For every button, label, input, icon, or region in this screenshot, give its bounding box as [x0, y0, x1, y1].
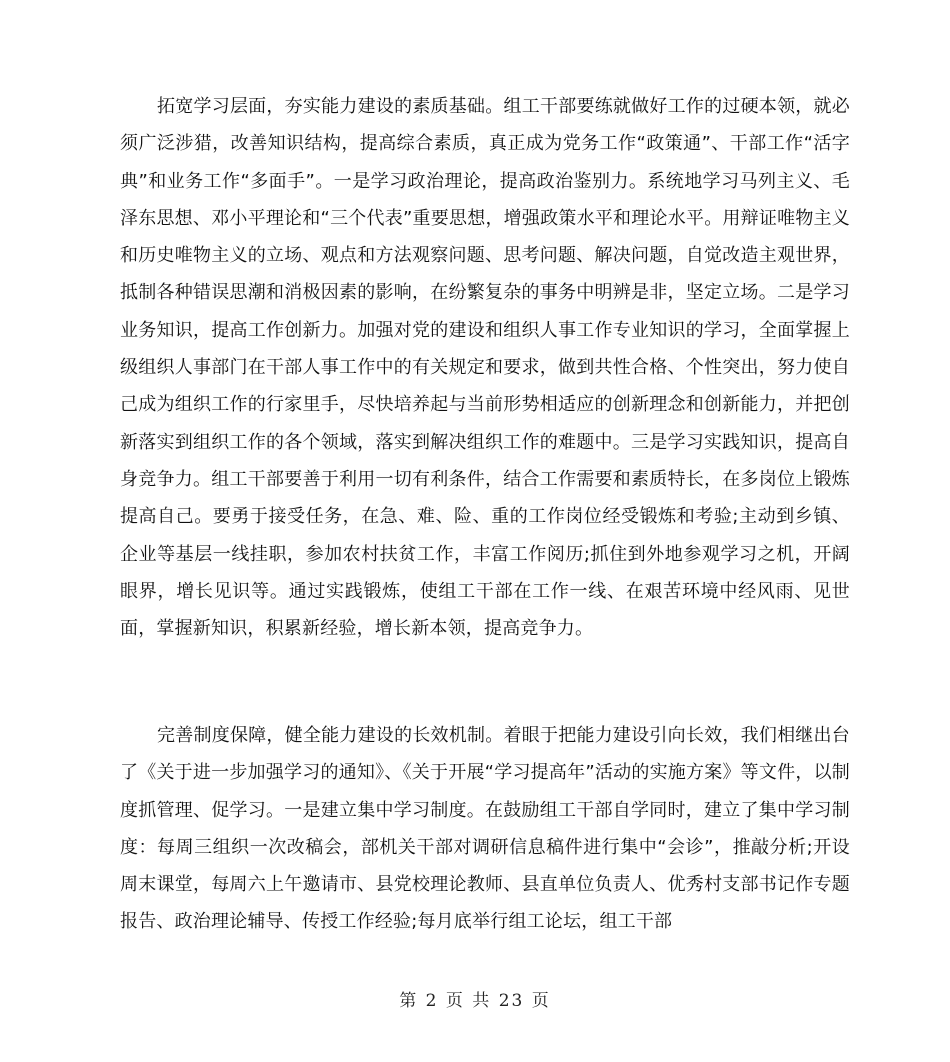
body-paragraph: 拓宽学习层面，夯实能力建设的素质基础。组工干部要练就做好工作的过硬本领，就必须广泛涉猎，改善知识结构，提高综合素质，真正成为党务工作“政策通”、干部工作“活字典”和业务工作“多面手”。一是学习政治理论，提高政治鉴别力。系统地学习马列主义、毛泽东思想、邓小平理论和“三个代表”重要思想，增强政策水平和理论水平。用辩证唯物主义和历史唯物主义的立场、观点和方法观察问题、思考问题、解决问题，自觉改造主观世界，抵制各种错误思潮和消极因素的影响，在纷繁复杂的事务中明辨是非，坚定立场。二是学习业务知识，提高工作创新力。加强对党的建设和组织人事工作专业知识的学习，全面掌握上级组织人事部门在干部人事工作中的有关规定和要求，做到共性合格、个性突出，努力使自己成为组织工作的行家里手，尽快培养起与当前形势相适应的创新理念和创新能力，并把创新落实到组织工作的各个领域，落实到解决组织工作的难题中。三是学习实践知识，提高自身竞争力。组工干部要善于利用一切有利条件，结合工作需要和素质特长，在多岗位上锻炼提高自己。要勇于接受任务，在急、难、险、重的工作岗位经受锻炼和考验;主动到乡镇、企业等基层一线挂职，参加农村扶贫工作，丰富工作阅历;抓住到外地参观学习之机，开阔眼界，增长见识等。通过实践锻炼，使组工干部在工作一线、在艰苦环境中经风雨、见世面，掌握新知识，积累新经验，增长新本领，提高竞争力。	[120, 96, 850, 640]
body-paragraph: 完善制度保障，健全能力建设的长效机制。着眼于把能力建设引向长效，我们相继出台了《关于进一步加强学习的通知》、《关于开展“学习提高年”活动的实施方案》等文件，以制度抓管理、促学习。一是建立集中学习制度。在鼓励组工干部自学同时，建立了集中学习制度：每周三组织一次改稿会，部机关干部对调研信息稿件进行集中“会诊”，推敲分析;开设周末课堂，每周六上午邀请市、县党校理论教师、县直单位负责人、优秀村支部书记作专题报告、政治理论辅导、传授工作经验;每月底举行组工论坛，组工干部	[120, 725, 850, 933]
page-number-footer: 第 2 页 共 23 页	[399, 991, 551, 1011]
